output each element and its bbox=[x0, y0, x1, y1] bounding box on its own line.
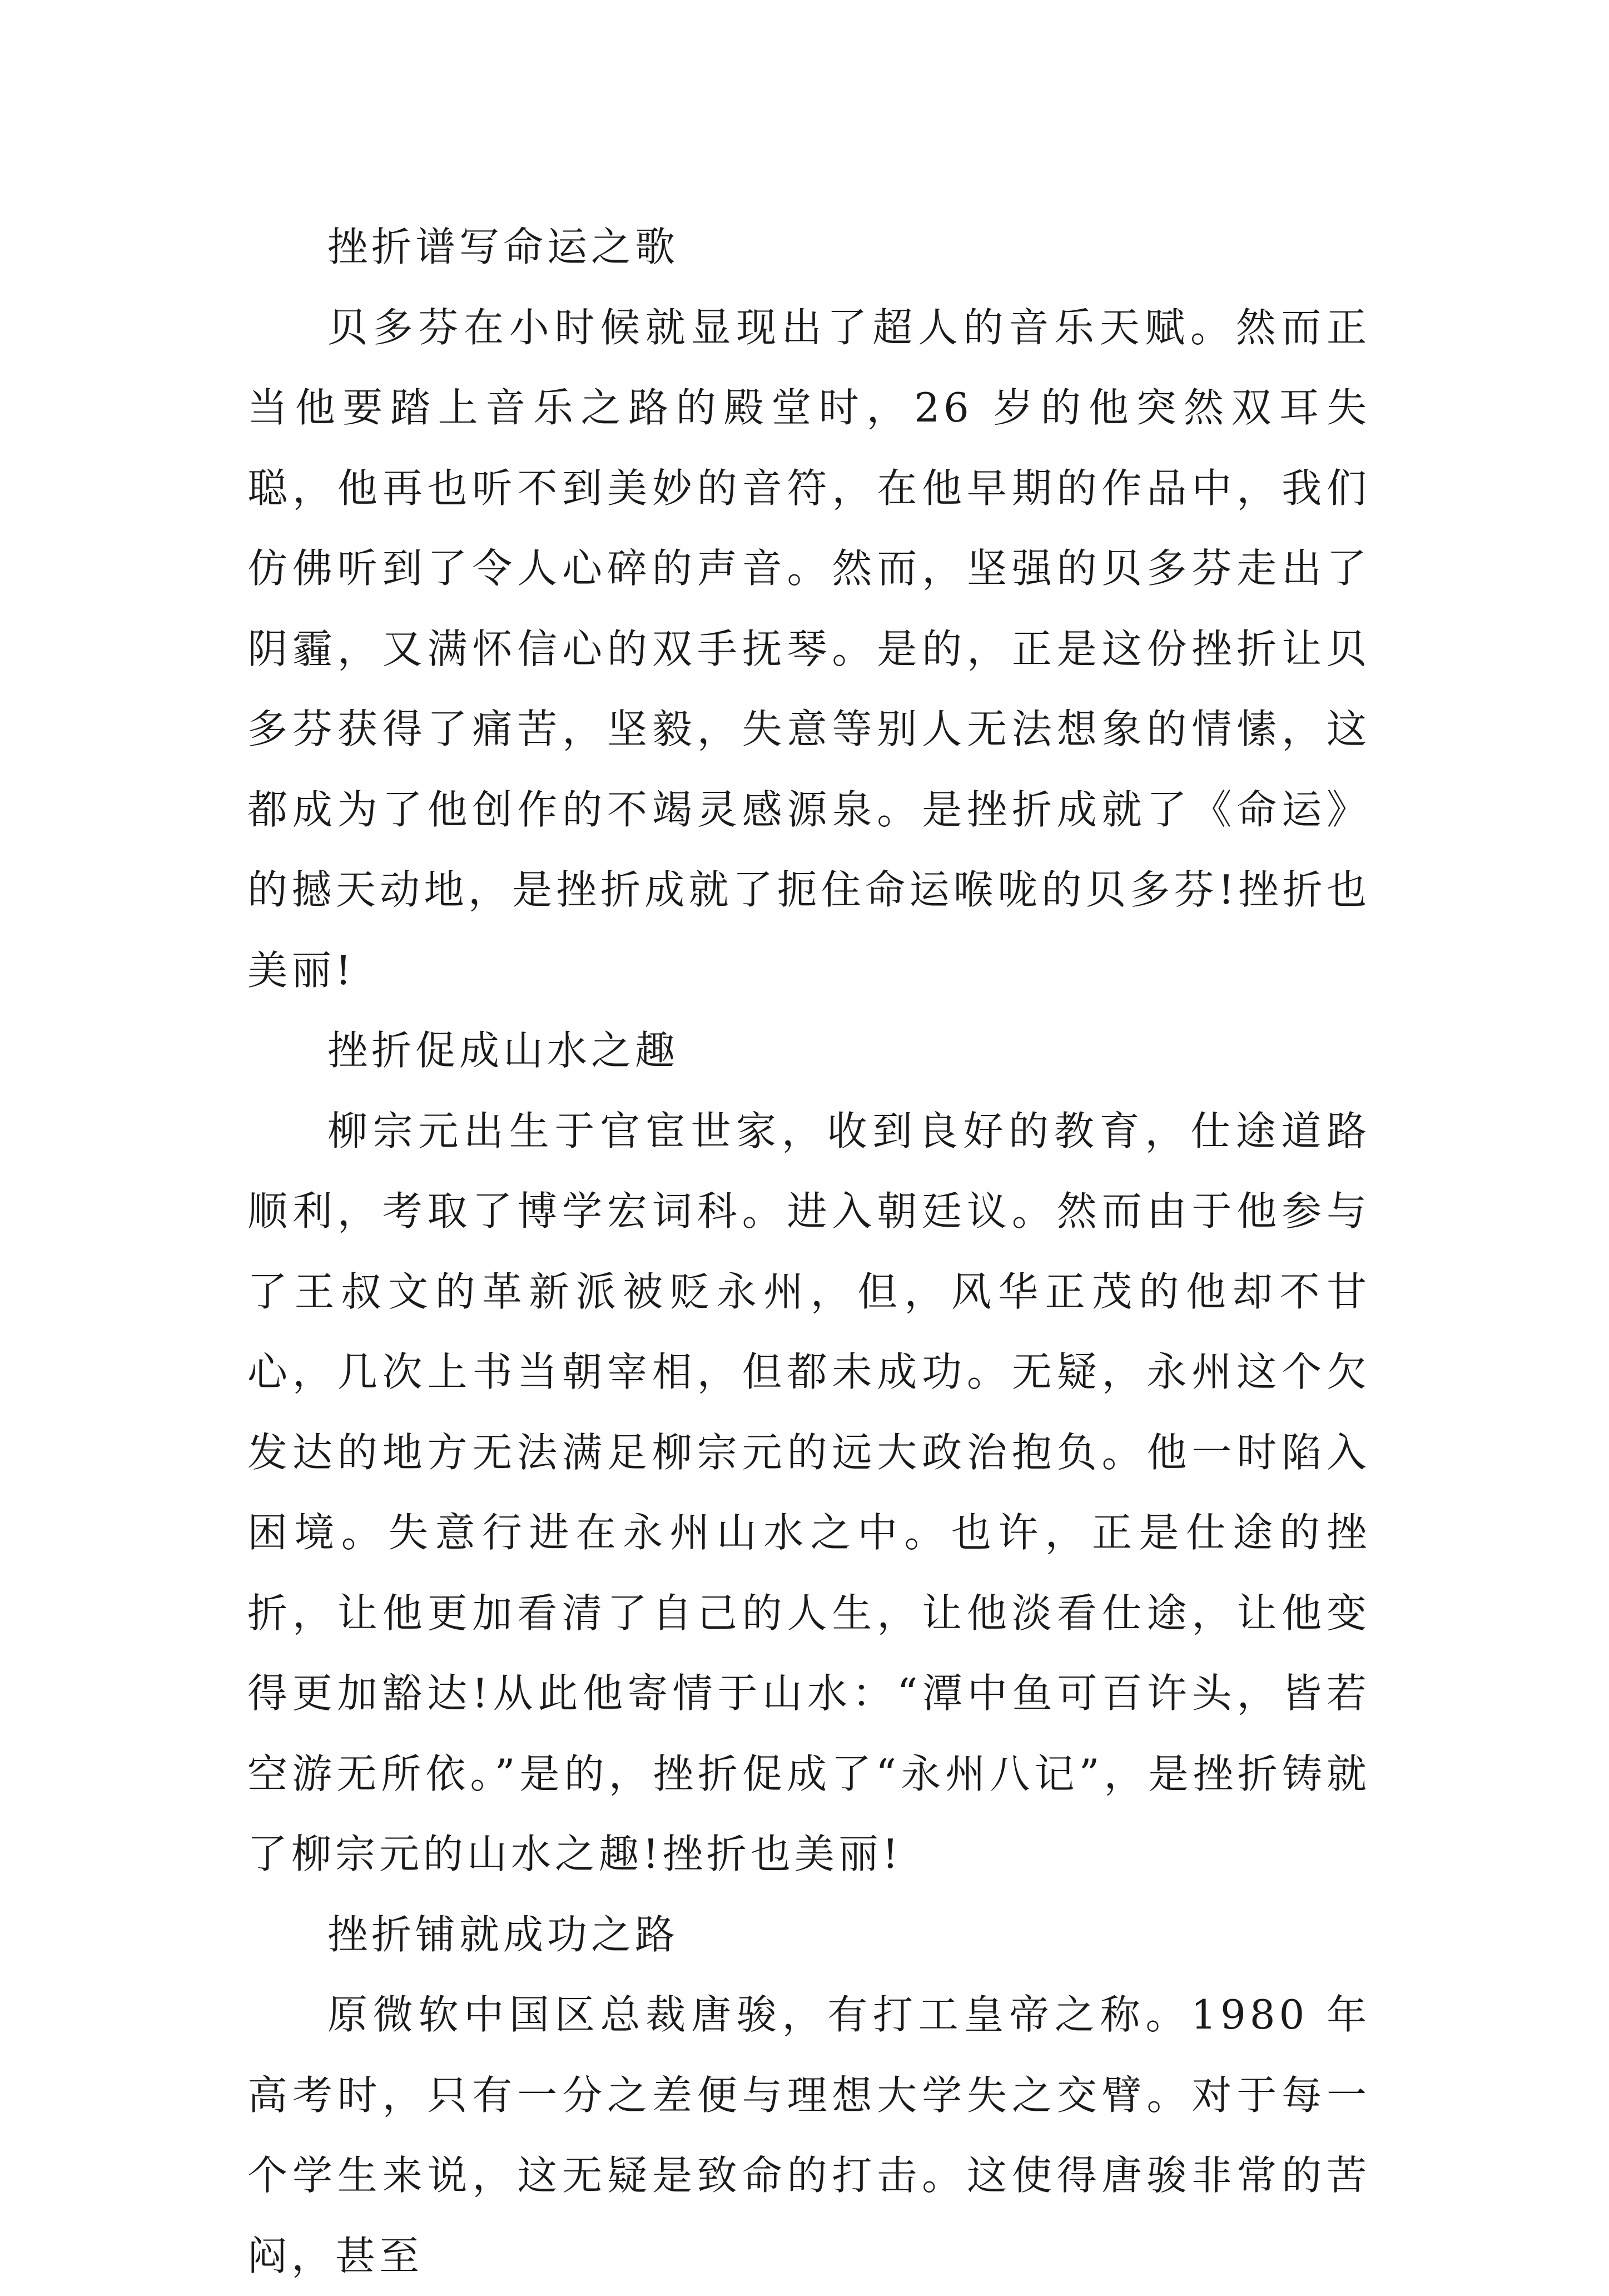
document-body bbox=[247, 207, 1370, 2296]
section-heading: 挫折促成山水之趣 bbox=[327, 1027, 679, 1074]
section-heading: 挫折谱写命运之歌 bbox=[327, 224, 679, 270]
section-paragraph: 原微软中国区总裁唐骏，有打工皇帝之称。1980 年高考时，只有一分之差便与理想大学失之交臂。对于每一个学生来说，这无疑是致命的打击。这使得唐骏非常的苦闷，甚至 bbox=[247, 1991, 1370, 2279]
section-paragraph: 贝多芬在小时候就显现出了超人的音乐天赋。然而正当他要踏上音乐之路的殿堂时，26 岁的他突然双耳失聪，他再也听不到美妙的音符，在他早期的作品中，我们仿佛听到了令人心碎的声音。然而，坚强的贝多芬走出了阴霾，又满怀信心的双手抚琴。是的，正是这份挫折让贝多芬获得了痛苦，坚毅，失意等别人无法想象的情愫，这都成为了他创作的不竭灵感源泉。是挫折成就了《命运》的撼天动地，是挫折成就了扼住命运喉咙的贝多芬!挫折也美丽! bbox=[247, 304, 1370, 994]
section-heading: 挫折铺就成功之路 bbox=[327, 1911, 679, 1958]
section-paragraph: 柳宗元出生于官宦世家，收到良好的教育，仕途道路顺利，考取了博学宏词科。进入朝廷议。然而由于他参与了王叔文的革新派被贬永州，但，风华正茂的他却不甘心，几次上书当朝宰相，但都未成功。无疑，永州这个欠发达的地方无法满足柳宗元的远大政治抱负。他一时陷入困境。失意行进在永州山水之中。也许，正是仕途的挫折，让他更加看清了自己的人生，让他淡看仕途，让他变得更加豁达!从此他寄情于山水：“潭中鱼可百许头，皆若空游无所依。”是的，挫折促成了“永州八记”，是挫折铸就了柳宗元的山水之趣!挫折也美丽! bbox=[247, 1107, 1370, 1877]
